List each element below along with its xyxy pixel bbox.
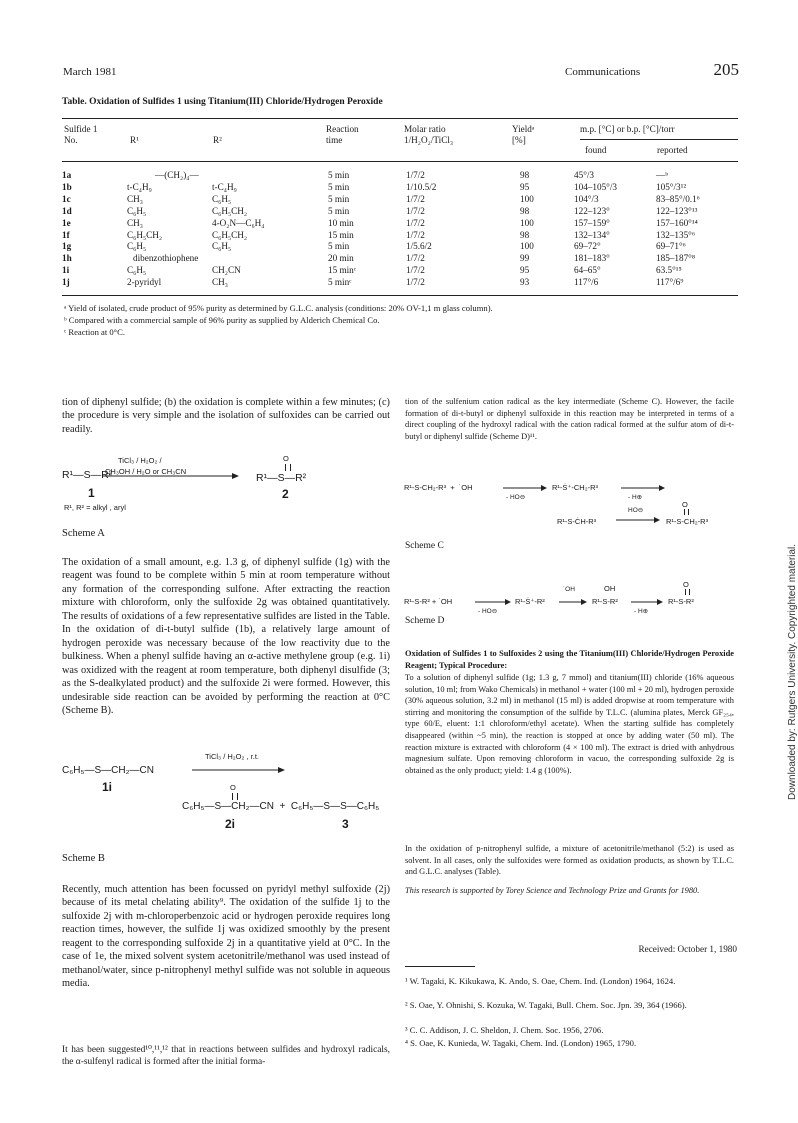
scheme-b-label: Scheme B [62, 853, 105, 864]
table-cell-time: 5 min [328, 170, 350, 180]
scheme-d-product: R¹-S-R² [668, 597, 694, 606]
scheme-d-arrow-1 [474, 597, 512, 607]
table-cell-yield: 93 [520, 277, 530, 288]
scheme-b-reagent: TiCl₃ / H₂O₂ , r.t. [205, 752, 260, 761]
scheme-a-compound-1: 1 [88, 486, 95, 500]
scheme-a-double-bond [285, 464, 291, 471]
table-cell-found: 45°/3 [574, 170, 595, 180]
scheme-d-start: R¹-S-R² + ˙OH [404, 597, 453, 606]
reference-1: ¹ W. Tagaki, K. Kikukawa, K. Ando, S. Oae, Chem. Ind. (London) 1964, 1624. [405, 976, 676, 986]
table-cell-found: 117°/6 [574, 277, 599, 288]
table-cell-reported: 105°/3¹² [656, 181, 687, 192]
table-cell-found: 122–123° [574, 205, 610, 216]
scheme-c-double-bond [684, 509, 689, 515]
scheme-b-compound-2i: 2i [225, 817, 236, 831]
scheme-a-note: R¹, R² = alkyl , aryl [64, 503, 126, 512]
scheme-d-oxygen: O [683, 580, 689, 589]
scheme-a-oxygen: O [283, 454, 289, 463]
table-cell-reported: —ᵇ [656, 170, 669, 180]
table-cell-r1: CH₃ [127, 193, 143, 204]
scheme-d-radical-cation: R¹-Ṡ⁺-R² [515, 597, 545, 606]
th-mp: m.p. [°C] or b.p. [°C]/torr [580, 124, 675, 134]
table-row [62, 206, 738, 218]
scheme-b-oxygen: O [230, 783, 236, 792]
scheme-a-label: Scheme A [62, 528, 105, 539]
table-cell-time: 5 min [328, 181, 350, 192]
table-cell-yield: 98 [520, 205, 530, 216]
page-number: 205 [713, 60, 739, 79]
scheme-c-hydroxide: HO⊖ [628, 507, 644, 514]
th-sulfide: Sulfide 1 [64, 124, 98, 134]
acknowledgement: This research is supported by Torey Science and Technology Prize and Grants for 1980. [405, 886, 700, 895]
scheme-c-arrow-1 [502, 483, 548, 493]
scheme-c-label: Scheme C [405, 541, 444, 551]
table-cell-yield: 99 [520, 253, 530, 264]
table-cell-no: 1f [62, 229, 70, 240]
scheme-d-loss-2: - H⊕ [634, 608, 649, 615]
table-cell-no: 1d [62, 205, 72, 216]
table-cell-reported: 157–160°¹⁴ [656, 217, 698, 228]
scheme-c-alpha-radical: R¹-S-ĊH-R³ [557, 517, 597, 526]
scheme-b-products: C₆H₅—S—CH₂—CN + C₆H₅—S—S—C₆H₅ [182, 801, 380, 812]
table-cell-r1: dibenzothiophene [133, 253, 199, 264]
received-date: Received: October 1, 1980 [638, 944, 737, 954]
table-cell-found: 181–183° [574, 253, 610, 264]
header-section: Communications [565, 66, 641, 78]
table-cell-yield: 95 [520, 265, 530, 276]
table-cell-time: 5 min [328, 193, 350, 204]
table-caption: Table. Oxidation of Sulfides 1 using Titanium(III) Chloride/Hydrogen Peroxide [62, 97, 383, 107]
table-cell-ratio: 1/7/2 [406, 205, 425, 216]
table-head-rule [62, 161, 738, 162]
scheme-a-reagent-1: TiCl₃ / H₂O₂ / [118, 456, 162, 465]
scheme-a-reagent-2: CH₃OH / H₂O or CH₃CN [105, 467, 187, 476]
table-cell-no: 1j [62, 277, 70, 288]
left-paragraph-4: It has been suggested¹⁰,¹¹,¹² that in reactions between sulfides and hydroxyl radicals, the α-sulfenyl radical is formed after the initial forma- [62, 1045, 390, 1068]
table-row [62, 170, 738, 182]
table-cell-found: 132–134° [574, 229, 610, 240]
scheme-b-arrow [190, 764, 286, 776]
table-cell-ratio: 1/10.5/2 [406, 181, 437, 192]
scheme-a-product: R¹—S—R² [256, 472, 307, 484]
table-row [62, 253, 738, 265]
scheme-d-double-bond [685, 589, 690, 595]
table-cell-found: 69–72° [574, 241, 601, 252]
table-cell-r1: C₆H₅ [127, 265, 147, 276]
table-row [62, 230, 738, 242]
table-cell-r2: CH₃ [212, 277, 228, 288]
th-reaction: Reaction [326, 124, 359, 134]
procedure-text: To a solution of diphenyl sulfide (1g; 1.3 g, 7 mmol) and titanium(III) chloride (16% aqueous solution, 10 ml; from Wako Chemicals) in methanol + water (100 ml + 20 ml), hydrogen peroxide (30% aqueous solution, 3.2 ml) in methanol (15 ml) is added dropwise at room temperature with stirring and monitoring the consumption of the sulfide by T.L.C. (alumina plates, Merck GF₂₅₄, type 60/E, eluent: 1:1 chloroform/ethyl acetate). When the starting sulfide has completely disappeared (within ~5 min), the reaction is stopped at once by adding water (50 ml). The reaction mixture is extracted with chloroform (4 × 100 ml). The extract is dried with anhydrous magnesium sulfate. Upon removing chloroform in vacuo, the corresponding sulfoxide 2g is obtained as the only product; yield: 1.4 g (100%). [405, 673, 734, 775]
table-cell-found: 64–65° [574, 265, 601, 276]
table-cell-ratio: 1/7/2 [406, 229, 425, 240]
table-cell-ratio: 1/7/2 [406, 265, 425, 276]
table-cell-r2: CH₂CN [212, 265, 241, 276]
table-cell-r2: C₆H₅ [212, 241, 232, 252]
scheme-d-label: Scheme D [405, 616, 445, 626]
table-row [62, 182, 738, 194]
table-cell-ratio: 1/5.6/2 [406, 241, 432, 252]
table-cell-reported: 69–71°⁶ [656, 241, 686, 252]
table-cell-r2: t-C₄H₉ [212, 181, 237, 192]
table-cell-r1: C₆H₅ [127, 205, 147, 216]
table-cell-time: 15 minᶜ [328, 265, 357, 276]
table-bottom-rule [62, 295, 738, 296]
scheme-d-adduct: R¹-S-R² [592, 597, 618, 606]
table-cell-reported: 117°/6⁹ [656, 277, 684, 288]
table-cell-time: 5 minᶜ [328, 277, 352, 288]
th-found: found [585, 145, 607, 155]
table-row [62, 277, 738, 289]
table-cell-r1: C₆H₅ [127, 241, 147, 252]
scheme-b-double-bond [232, 793, 238, 800]
table-cell-reported: 83–85°/0.1⁶ [656, 193, 700, 204]
scheme-d-loss-1: - HO⊖ [478, 608, 498, 615]
th-yield: Yieldᵃ [512, 124, 535, 134]
table-cell-no: 1e [62, 217, 71, 228]
procedure-title: Oxidation of Sulfides 1 to Sulfoxides 2 using the Titanium(III) Chloride/Hydrogen Peroxide Reagent; Typical Procedure: [405, 649, 734, 670]
table-cell-reported: 63.5°¹⁵ [656, 265, 682, 276]
table-footnote-b: ᵇ Compared with a commercial sample of 96% purity as supplied by Alderich Chemical Co. [64, 315, 380, 325]
data-table [62, 170, 738, 289]
table-cell-time: 20 min [328, 253, 354, 264]
references-rule [405, 966, 475, 967]
table-cell-no: 1g [62, 241, 72, 252]
th-yield-unit: [%] [512, 135, 526, 145]
th-time: time [326, 135, 343, 145]
scheme-d-oh-group: OH [604, 584, 616, 593]
table-cell-ratio: 1/7/2 [406, 253, 425, 264]
scheme-d-arrow-3 [630, 597, 664, 607]
reference-4: ⁴ S. Oae, K. Kunieda, W. Tagaki, Chem. Ind. (London) 1965, 1790. [405, 1038, 637, 1048]
table-cell-yield: 95 [520, 181, 530, 192]
table-row [62, 241, 738, 253]
table-cell-no: 1i [62, 265, 70, 276]
th-molar2: 1/H₂O₂/TiCl₃ [404, 135, 454, 145]
th-no: No. [64, 135, 78, 145]
table-cell-r1: —(CH₂)₄— [155, 170, 199, 180]
table-cell-r1: C₆H₅CH₂ [127, 229, 163, 240]
table-cell-time: 5 min [328, 241, 350, 252]
table-cell-yield: 100 [520, 193, 534, 204]
table-cell-time: 5 min [328, 205, 350, 216]
scheme-b-start: C₆H₅—S—CH₂—CN [62, 765, 154, 776]
table-cell-time: 10 min [328, 217, 354, 228]
th-r2: R² [213, 135, 222, 145]
table-cell-r2: 4-O₂N—C₆H₄ [212, 217, 265, 228]
download-watermark [775, 330, 798, 800]
th-reported: reported [657, 145, 688, 155]
table-top-rule [62, 118, 738, 119]
procedure-note: In the oxidation of p-nitrophenyl sulfide, a mixture of acetonitrile/methanol (5:2) is used as solvent. In all cases, only the sulfoxides were formed as oxidation products, as shown by T.L.C. and G.L.C. analyses (Table). [405, 844, 734, 877]
header-date: March 1981 [63, 66, 117, 78]
table-footnote-c: ᶜ Reaction at 0°C. [64, 327, 126, 337]
table-cell-found: 104–105°/3 [574, 181, 617, 192]
table-cell-found: 104°/3 [574, 193, 599, 204]
table-cell-r2: C₆H₅CH₂ [212, 205, 248, 216]
table-footnote-a: ᵃ Yield of isolated, crude product of 95% purity as determined by G.L.C. analysis (conditions: 20% OV-1,1 m glass column). [64, 303, 493, 313]
table-cell-reported: 132–135°⁶ [656, 229, 696, 240]
table-cell-found: 157–159° [574, 217, 610, 228]
scheme-a-start: R¹—S—R² [62, 469, 113, 481]
table-cell-r2: C₆H₅ [212, 193, 232, 204]
scheme-b-compound-1i: 1i [102, 780, 113, 794]
left-paragraph-3: Recently, much attention has been focussed on pyridyl methyl sulfoxide (2j) because of its metal chelating ability⁹. The oxidation of the sulfide 1j to the sulfoxide 2j with m-chloroperbenzoic acid or hydrogen peroxide requires long reaction times, however, the sulfide 1j was oxidized smoothly by the present reagent to the corresponding sulfoxide 2j in a quantitative yield at 0°C. In the case of 1e, the mixed solvent system acetonitrile/methanol was used instead of methanol/water, since p-nitrophenyl methyl sulfide was not soluble in aqueous media. [62, 884, 390, 990]
left-paragraph-1: tion of diphenyl sulfide; (b) the oxidation is complete within a few minutes; (c) the procedure is very simple and the isolation of sulfoxides can be carried out readily. [62, 397, 390, 435]
table-cell-reported: 185–187°⁸ [656, 253, 696, 264]
scheme-c-start: R¹-S-CH₂-R³ + ˙OH [404, 483, 473, 492]
table-cell-yield: 100 [520, 217, 534, 228]
scheme-c-arrow-2 [620, 483, 666, 493]
table-cell-no: 1a [62, 170, 72, 180]
table-cell-no: 1b [62, 181, 72, 192]
table-cell-yield: 100 [520, 241, 534, 252]
table-cell-reported: 122–123°¹³ [656, 205, 698, 216]
reference-2: ² S. Oae, Y. Ohnishi, S. Kozuka, W. Tagaki, Bull. Chem. Soc. Jpn. 39, 364 (1966). [405, 1000, 687, 1010]
table-cell-yield: 98 [520, 170, 530, 180]
table-cell-ratio: 1/7/2 [406, 217, 425, 228]
table-cell-no: 1h [62, 253, 72, 264]
table-cell-no: 1c [62, 193, 71, 204]
reference-3: ³ C. C. Addison, J. C. Sheldon, J. Chem. Soc. 1956, 2706. [405, 1025, 604, 1035]
left-paragraph-2: The oxidation of a small amount, e.g. 1.3 g, of diphenyl sulfide (1g) with the reagent was found to be complete within 5 min at room temperature without any formation of the corresponding sulfone. After extracting the reaction mixture with chloroform, only the sulfoxide 2g was obtained quantitatively. The results of oxidations of a few representative sulfides are listed in the Table. In the oxidation of di-t-butyl sulfide (1b), a relatively large amount of hydrogen peroxide was necessary because of the low reactivity due to the bulkiness. When a phenyl sulfide having an α-active methylene group (e.g. 1i) was oxidized with the reagent at room temperature, both diphenyl disulfide (3; as the S-dealkylated product) and the sulfoxide 2i were formed. However, this undesirable side reaction can be avoided by performing the reaction at 0°C (Scheme B). [62, 557, 390, 716]
scheme-c-radical: R¹-Ṡ⁺-CH₂-R³ [552, 483, 599, 492]
table-row [62, 218, 738, 230]
scheme-b-compound-3: 3 [342, 817, 349, 831]
table-row [62, 194, 738, 206]
table-cell-r1: t-C₄H₉ [127, 181, 152, 192]
scheme-c-product: R¹-S-CH₂-R³ [666, 517, 709, 526]
table-cell-yield: 98 [520, 229, 530, 240]
right-paragraph-1: tion of the sulfenium cation radical as the key intermediate (Scheme C). However, the facile formation of di-t-butyl or diphenyl sulfoxide in this reaction may be interpreted in terms of a direct coupling of the hydroxyl radical with the cation radical formed at the sulfur atom of di-t-butyl or diphenyl sulfide (Scheme D)¹¹. [405, 397, 734, 441]
th-mp-rule [580, 139, 738, 140]
table-cell-r2: C₆H₅CH₂ [212, 229, 248, 240]
table-row [62, 265, 738, 277]
th-molar: Molar ratio [404, 124, 446, 134]
scheme-a-arrow [100, 470, 240, 482]
table-cell-r1: 2-pyridyl [127, 277, 162, 288]
table-cell-ratio: 1/7/2 [406, 170, 425, 180]
table-cell-r1: CH₃ [127, 217, 143, 228]
scheme-c-loss-1: - HO⊖ [506, 494, 526, 501]
scheme-a-compound-2: 2 [282, 487, 289, 501]
table-cell-time: 15 min [328, 229, 354, 240]
scheme-d-arrow-2 [558, 597, 588, 607]
scheme-c-oxygen: O [682, 500, 688, 509]
download-watermark-text: Downloaded by: Rutgers University. Copyrighted material. [787, 543, 798, 800]
th-r1: R¹ [130, 135, 139, 145]
table-cell-ratio: 1/7/2 [406, 193, 425, 204]
scheme-d-hydroxyl: ˙OH [563, 586, 575, 593]
scheme-c-loss-2: - H⊕ [628, 494, 643, 501]
scheme-c-arrow-3 [615, 515, 661, 525]
table-cell-ratio: 1/7/2 [406, 277, 425, 288]
